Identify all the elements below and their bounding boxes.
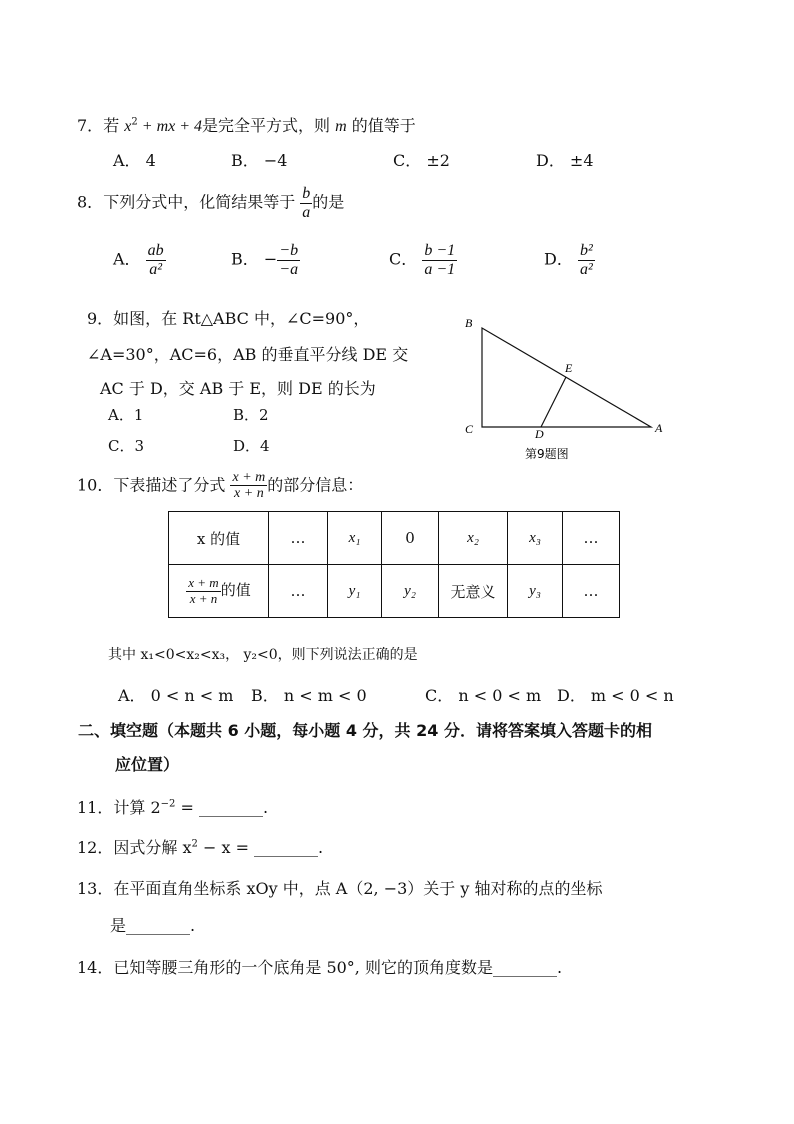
point-label-c: C [465,422,474,436]
q9-option-a: A．1 [108,406,144,424]
q8-option-b-den: −a [279,260,299,278]
q8-option-a-num: ab [147,242,164,259]
q7-number: 7． [77,116,104,135]
q11-sup: −2 [160,798,176,810]
q8-frac-den: a [302,203,311,221]
q10-option-a: A． 0 < n < m [118,686,234,705]
q9-option-b: B．2 [233,406,269,424]
table-cell: y₃ [508,565,563,618]
q10-tail: 的部分信息： [267,475,364,495]
q8-option-d-den: a² [579,260,593,278]
figure-caption: 第9题图 [525,447,569,461]
table-cell: 无意义 [439,565,508,618]
q10-fraction [230,470,267,502]
q10-number: 10． [77,475,114,495]
q12 [77,835,323,858]
q8-option-a-den: a² [149,260,163,278]
q7-stem [77,113,416,136]
table-row [169,565,620,618]
q8-option-c-num: b −1 [424,242,456,259]
q7-prefix: 若 [103,116,120,135]
q13-line1: 13．在平面直角坐标系 xOy 中，点 A（2, −3）关于 y 轴对称的点的坐标 [77,879,603,898]
point-label-a: A [655,421,663,435]
q9-figure [455,310,675,470]
q9-option-d: D．4 [233,437,270,455]
q10-option-d: D． m < 0 < n [557,686,674,705]
q10-stem [77,470,363,502]
q11 [77,795,268,818]
q8-option-c-fraction [422,242,457,278]
q8-option-c [389,242,457,278]
q8-option-b-label: B． [231,249,259,269]
table-cell [169,565,269,618]
table-cell: … [563,565,620,618]
q10-option-b: B． n < m < 0 [251,686,367,705]
q12-sup: 2 [191,838,198,850]
table-cell: x₁ [328,512,382,565]
q8-text: 下列分式中，化简结果等于 [103,192,296,212]
q8-option-d-num: b² [579,242,593,259]
q10-condition: 其中 x₁<0<x₂<x₃， y₂<0，则下列说法正确的是 [108,647,418,663]
q8-option-a-label: A． [113,249,141,269]
q8-fraction [300,185,312,221]
q8-option-a [113,242,166,278]
q8-option-d-label: D． [544,249,573,269]
table-cell: … [563,512,620,565]
table-cell: x₂ [439,512,508,565]
q8-option-c-den: a −1 [424,260,456,278]
q9-line3: AC 于 D，交 AB 于 E，则 DE 的长为 [100,379,376,398]
q9-line1: 9．如图，在 Rt△ABC 中，∠C=90°， [87,309,370,328]
q11-tail: = ________. [175,798,269,817]
q8-tail: 的是 [312,192,345,212]
q10-table-frac-den: x + n [189,590,218,606]
q7-suffix: 是完全平方式，则 [202,116,331,135]
q7-option-a: A． 4 [113,151,156,170]
point-label-d: D [535,427,544,441]
q13-line2: 是________. [110,916,196,935]
q8-stem [77,185,344,221]
q10-table-frac-num: x + m [188,575,219,591]
table-cell: y₂ [382,565,439,618]
q7-expr-rest: + mx + 4 [137,118,203,135]
q10-table-label-suffix: 的值 [220,581,251,599]
q10-table-fraction [186,576,220,606]
q8-number: 8． [77,192,104,212]
q10-option-c: C． n < 0 < m [425,686,542,705]
table-cell: … [269,565,328,618]
q7-tail: 的值等于 [351,116,416,135]
q10-text: 下表描述了分式 [113,475,226,495]
triangle-abc [482,328,651,427]
section2-title-line2: 应位置） [115,755,180,774]
q7-option-d: D． ±4 [536,151,594,170]
q11-number: 11． [77,798,114,817]
table-cell: … [269,512,328,565]
q10-table [168,511,620,618]
q12-text: 因式分解 x [113,838,192,857]
table-cell: 0 [382,512,439,565]
q8-option-b [231,242,300,278]
table-row [169,512,620,565]
q11-text: 计算 2 [113,798,161,817]
q14: 14．已知等腰三角形的一个底角是 50°, 则它的顶角度数是________. [77,958,563,977]
q8-option-b-num: −b [279,242,299,259]
q8-option-d-fraction [578,242,595,278]
q7-var: m [335,118,347,135]
point-label-b: B [465,316,473,330]
q7-option-b: B． −4 [231,151,288,170]
q8-option-c-label: C． [389,249,418,269]
q7-expr-sup: 2 [131,116,138,128]
q10-frac-num: x + m [232,470,266,485]
table-cell: y₁ [328,565,382,618]
segment-de [541,377,566,427]
point-label-e: E [565,361,573,375]
q8-option-a-fraction [146,242,166,278]
q7-expr-x: x [124,118,132,135]
q8-frac-num: b [302,185,311,202]
q10-frac-den: x + n [234,486,264,502]
q12-number: 12． [77,838,114,857]
q7-option-c: C． ±2 [393,151,450,170]
q9-line2: ∠A=30°，AC=6，AB 的垂直平分线 DE 交 [87,345,409,364]
section2-title-line1: 二、填空题（本题共 6 小题，每小题 4 分，共 24 分．请将答案填入答题卡的相 [78,721,652,740]
q8-option-b-sign: − [263,249,278,269]
table-cell: x₃ [508,512,563,565]
table-cell: x 的值 [169,512,269,565]
q8-option-b-fraction [277,242,300,278]
q12-tail: − x = ________. [197,838,324,857]
q9-option-c: C．3 [108,437,145,455]
q8-option-d [544,242,595,278]
